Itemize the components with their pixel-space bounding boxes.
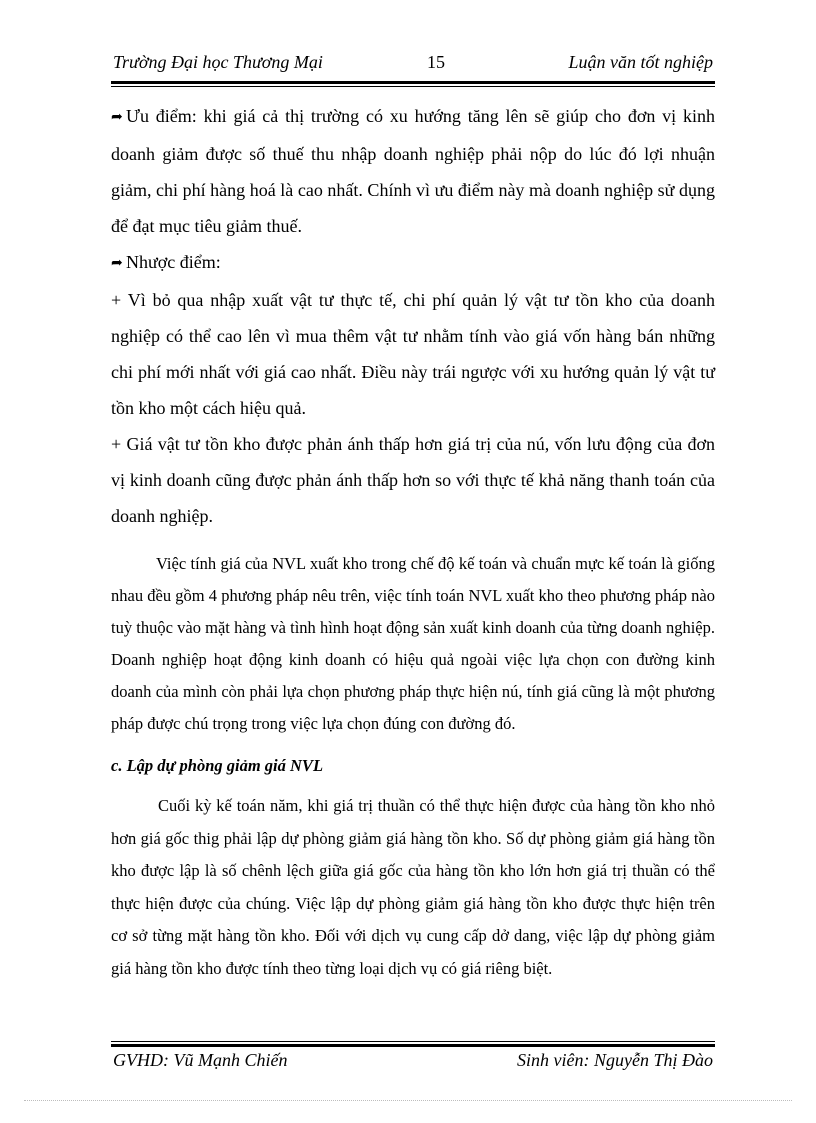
header-thesis-label: Luận văn tốt nghiệp [568, 52, 713, 72]
disadvantage-heading [111, 244, 715, 282]
section-heading: c. Lập dự phòng giảm giá NVL [111, 756, 324, 775]
footer-rule-thick [111, 1044, 715, 1047]
header-rule-thick [111, 81, 715, 84]
advantage-paragraph [111, 98, 715, 244]
footer-student: Sinh viên: Nguyễn Thị Đào [517, 1050, 713, 1070]
disadvantage-item-1: + Vì bỏ qua nhập xuất vật tư thực tế, chi phí quản lý vật tư tồn kho của doanh nghiệp có thể cao lên vì mua thêm vật tư nhằm tính vào giá vốn hàng bán những chi phí mới nhất với giá cao nhất. Điều này trái ngược với xu hướng quản lý vật tư tồn kho một cách hiệu quả. [111, 290, 715, 418]
header-university: Trường Đại học Thương Mại [113, 52, 323, 72]
disadvantage-item-2: + Giá vật tư tồn kho được phản ánh thấp hơn giá trị của nú, vốn lưu động của đơn vị kinh doanh cũng được phản ánh thấp hơn so với thực tế khả năng thanh toán của doanh nghiệp. [111, 434, 715, 526]
advantage-label: Ưu điểm: [126, 106, 197, 126]
arrow-bullet-icon: ➦ [111, 110, 123, 125]
disadvantage-label: Nhược điểm: [126, 252, 221, 272]
page-break-line [24, 1100, 792, 1101]
document-body [111, 98, 715, 985]
provision-paragraph: Cuối kỳ kế toán năm, khi giá trị thuần có thể thực hiện được của hàng tồn kho nhỏ hơn giá gốc thig phải lập dự phòng giảm giá hàng tồn kho. Số dự phòng giảm giá hàng tồn kho được lập là số chênh lệch giữa giá gốc của hàng tồn kho lớn hơn giá trị thuần có thể thực hiện được của chúng. Việc lập dự phòng giảm giá hàng tồn kho được thực hiện trên cơ sở từng mặt hàng tồn kho. Đối với dịch vụ cung cấp dở dang, việc lập dự phòng giảm giá hàng tồn kho được tính theo từng loại dịch vụ có giá riêng biệt. [111, 796, 715, 978]
footer-rule-thin [111, 1041, 715, 1042]
methods-paragraph: Việc tính giá của NVL xuất kho trong chế độ kế toán và chuẩn mực kế toán là giống nhau đều gồm 4 phương pháp nêu trên, việc tính toán NVL xuất kho theo phương pháp nào tuỳ thuộc vào mặt hàng và tình hình hoạt động sản xuất kinh doanh của từng doanh nghiệp. Doanh nghiệp hoạt động kinh doanh có hiệu quả ngoài việc lựa chọn con đường kinh doanh của mình còn phải lựa chọn phương pháp thực hiện nú, tính giá cũng là một phương pháp được chú trọng trong việc lựa chọn đúng con đường đó. [111, 554, 715, 733]
page-footer [113, 1050, 713, 1076]
header-page-number: 15 [427, 52, 445, 72]
footer-supervisor: GVHD: Vũ Mạnh Chiến [113, 1050, 288, 1070]
page-header [113, 52, 713, 78]
arrow-bullet-icon: ➦ [111, 256, 123, 271]
advantage-text: khi giá cả thị trường có xu hướng tăng lên sẽ giúp cho đơn vị kinh doanh giảm được số thuế thu nhập doanh nghiệp phải nộp do lúc đó lợi nhuận giảm, chi phí hàng hoá là cao nhất. Chính vì ưu điểm này mà doanh nghiệp sử dụng để đạt mục tiêu giảm thuế. [111, 106, 715, 236]
header-rule-thin [111, 86, 715, 87]
